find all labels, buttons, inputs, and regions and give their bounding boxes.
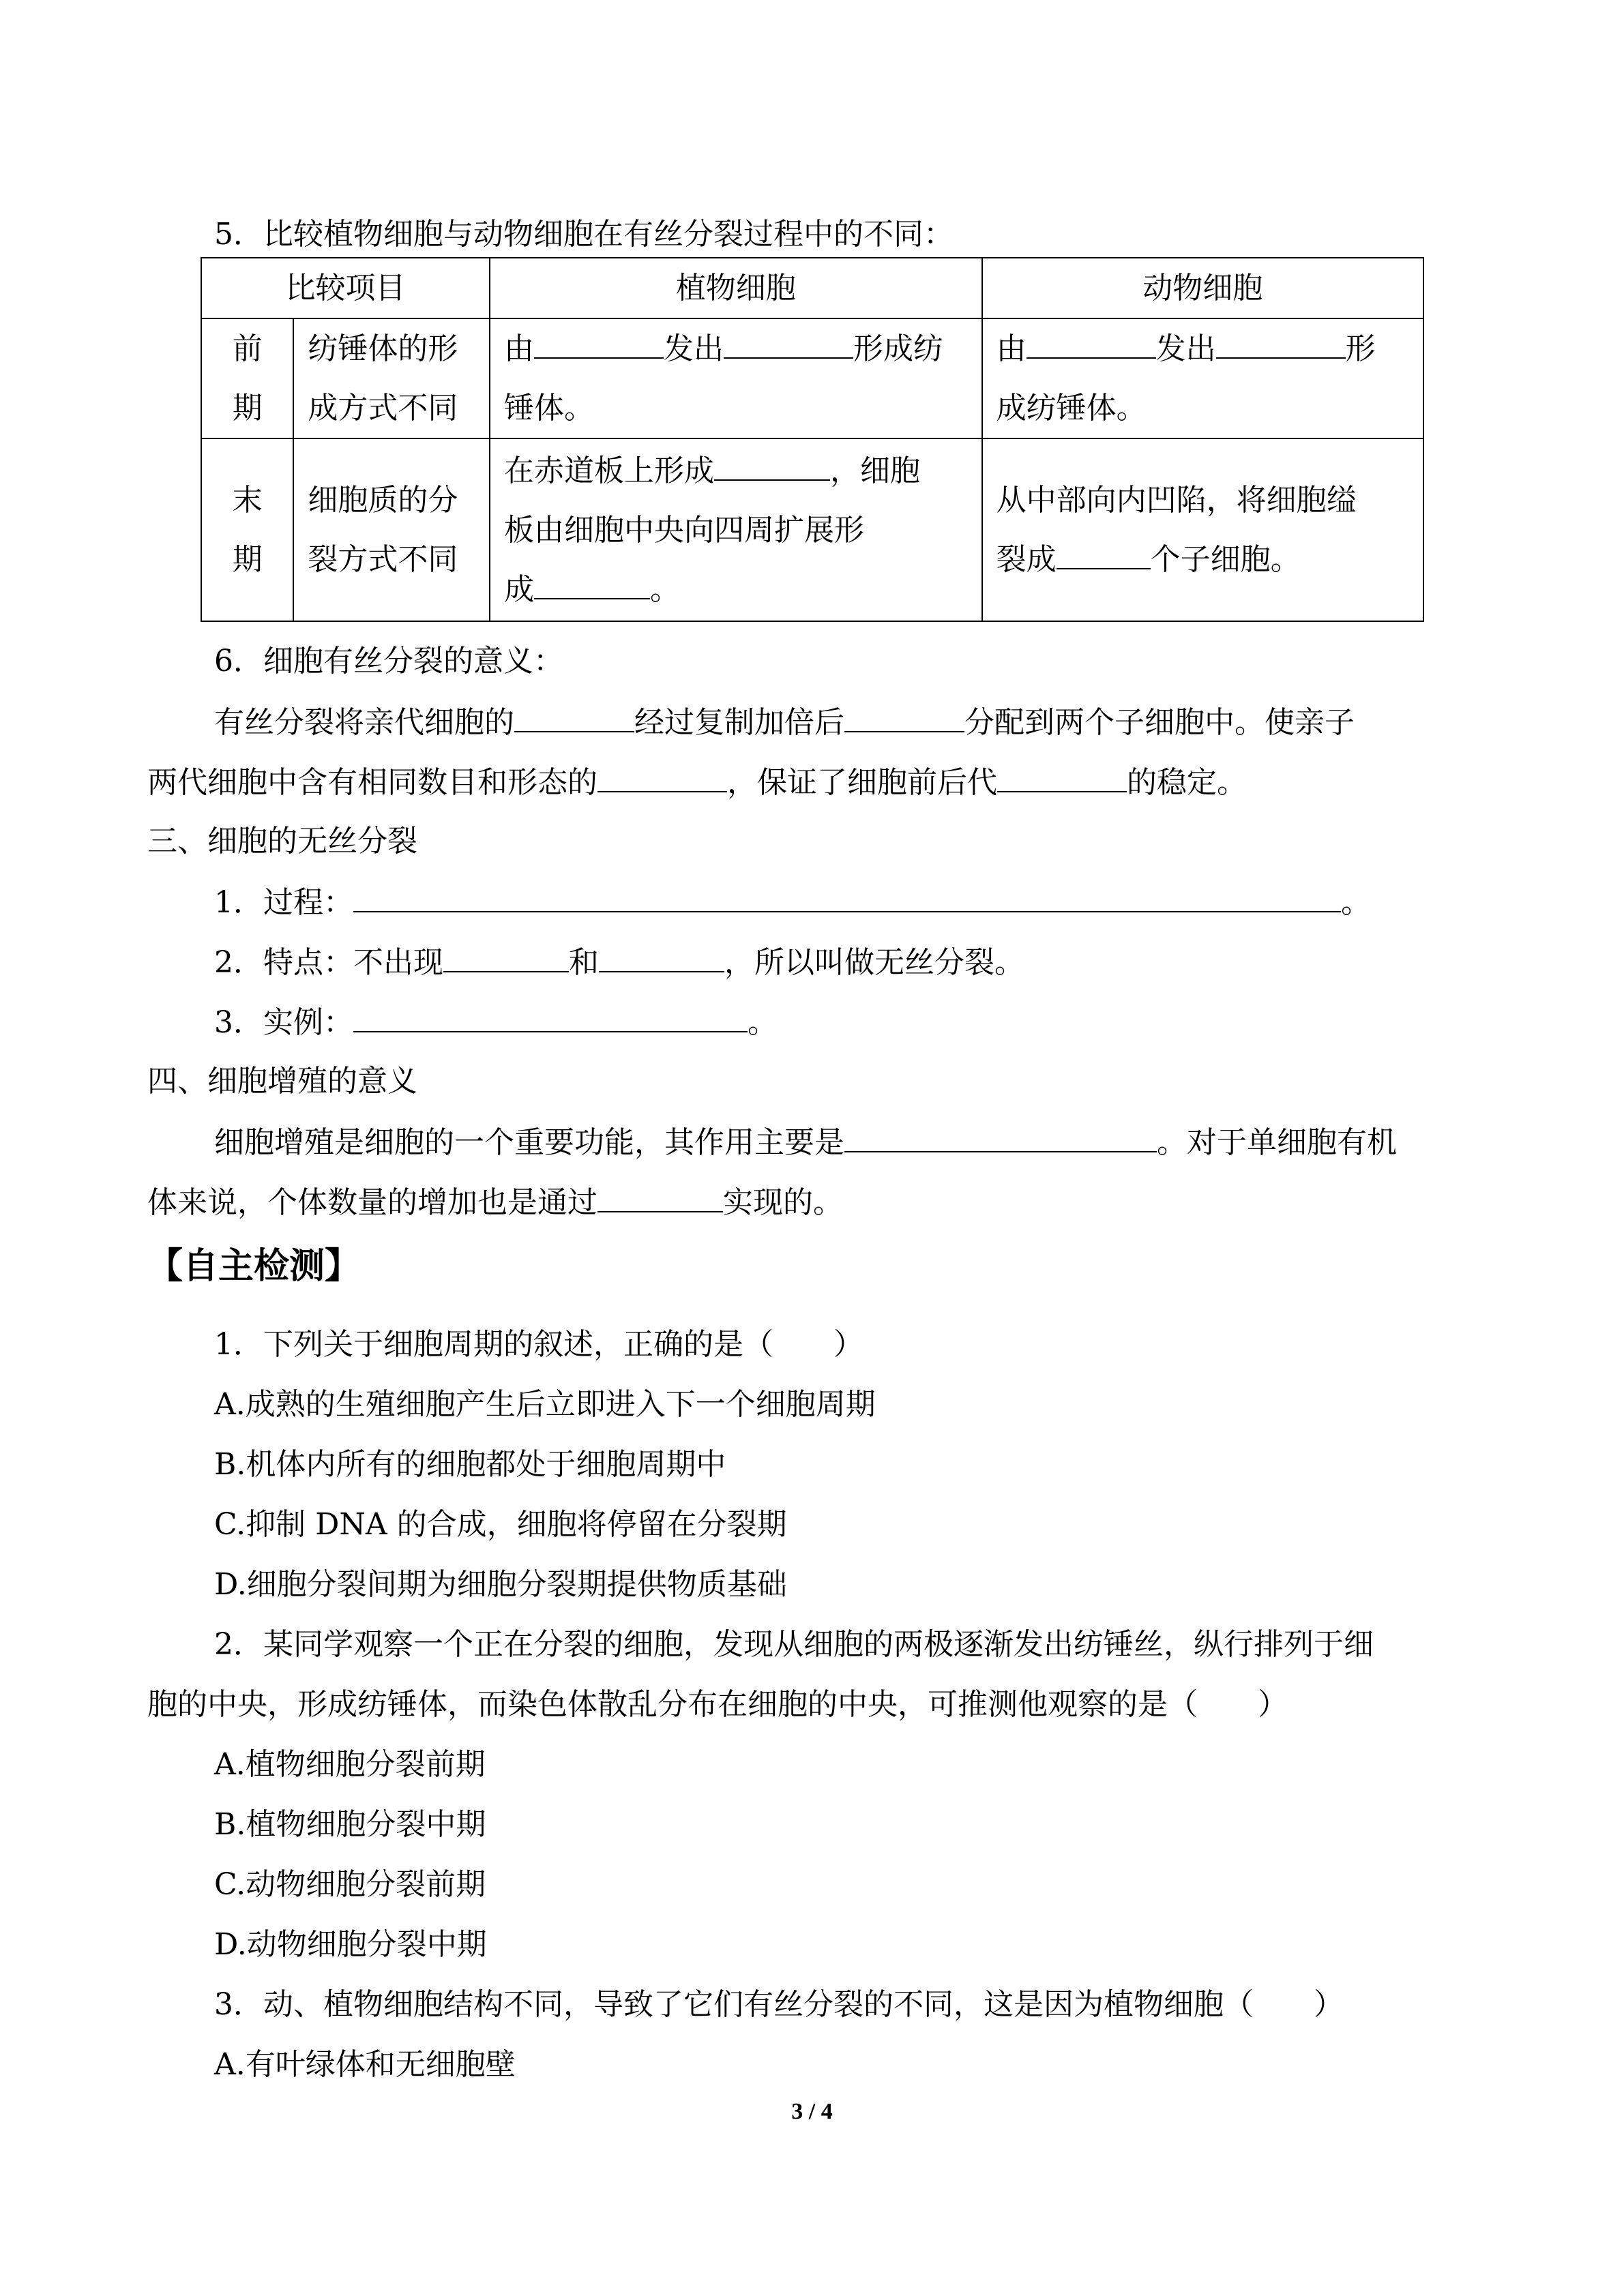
q6-line2: 两代细胞中含有相同数目和形态的 ，保证了细胞前后代 的稳定。 <box>147 765 1247 800</box>
section3-title: 三、细胞的无丝分裂 <box>147 824 417 859</box>
q2-option-c[interactable]: C.动物细胞分裂前期 <box>214 1867 486 1902</box>
answer-blank[interactable] <box>534 330 664 359</box>
q1-stem: 1．下列关于细胞周期的叙述，正确的是（ ） <box>214 1327 863 1362</box>
q5-title: 5．比较植物细胞与动物细胞在有丝分裂过程中的不同： <box>214 217 954 252</box>
q6-line1: 有丝分裂将亲代细胞的 经过复制加倍后 分配到两个子细胞中。使亲子 <box>214 705 1355 740</box>
header-plant: 植物细胞 <box>490 258 982 318</box>
answer-blank[interactable] <box>1027 330 1156 359</box>
q2-option-b[interactable]: B.植物细胞分裂中期 <box>214 1807 486 1842</box>
q1-option-c[interactable]: C.抑制 DNA 的合成，细胞将停留在分裂期 <box>214 1507 787 1542</box>
plant-cell: 在赤道板上形成 ，细胞 板由细胞中央向四周扩展形 成 。 <box>490 438 982 621</box>
table-row <box>201 438 1423 621</box>
answer-blank[interactable] <box>443 944 569 972</box>
phase-cell: 末 期 <box>201 438 293 621</box>
answer-blank[interactable] <box>997 764 1127 792</box>
item-cell: 纺锤体的形 成方式不同 <box>293 318 490 438</box>
s3-feature: 2．特点：不出现 和 ，所以叫做无丝分裂。 <box>214 945 1024 980</box>
plant-cell: 由 发出 形成纺 锤体。 <box>490 318 982 438</box>
animal-cell: 从中部向内凹陷，将细胞缢 裂成 个子细胞。 <box>982 438 1423 621</box>
q3-stem: 3．动、植物细胞结构不同，导致了它们有丝分裂的不同，这是因为植物细胞（ ） <box>214 1987 1344 2022</box>
answer-blank[interactable] <box>534 571 650 599</box>
s4-line1: 细胞增殖是细胞的一个重要功能，其作用主要是 。对于单细胞有机 <box>214 1125 1397 1160</box>
q2-stem-line2: 胞的中央，形成纺锤体，而染色体散乱分布在细胞的中央，可推测他观察的是（ ） <box>147 1687 1288 1722</box>
q6-title: 6．细胞有丝分裂的意义： <box>214 644 563 679</box>
q2-stem-line1: 2．某同学观察一个正在分裂的细胞，发现从细胞的两极逐渐发出纺锤丝，纵行排列于细 <box>214 1627 1374 1662</box>
answer-blank[interactable] <box>1216 330 1346 359</box>
q1-option-a[interactable]: A.成熟的生殖细胞产生后立即进入下一个细胞周期 <box>214 1387 876 1422</box>
answer-blank[interactable] <box>353 884 1341 912</box>
s3-process: 1．过程： 。 <box>214 885 1371 920</box>
answer-blank[interactable] <box>353 1004 748 1032</box>
header-animal: 动物细胞 <box>982 258 1423 318</box>
header-item: 比较项目 <box>201 258 490 318</box>
item-cell: 细胞质的分 裂方式不同 <box>293 438 490 621</box>
answer-blank[interactable] <box>599 944 724 972</box>
answer-blank[interactable] <box>514 704 634 732</box>
phase-cell: 前 期 <box>201 318 293 438</box>
s4-line2: 体来说，个体数量的增加也是通过 实现的。 <box>147 1185 843 1220</box>
q2-option-a[interactable]: A.植物细胞分裂前期 <box>214 1747 486 1782</box>
table-row <box>201 318 1423 438</box>
q1-option-d[interactable]: D.细胞分裂间期为细胞分裂期提供物质基础 <box>214 1567 787 1602</box>
answer-blank[interactable] <box>597 764 727 792</box>
comparison-table <box>201 257 1424 622</box>
answer-blank[interactable] <box>1057 541 1151 569</box>
section4-title: 四、细胞增殖的意义 <box>147 1064 417 1099</box>
page-number: 3 / 4 <box>791 2099 833 2124</box>
answer-blank[interactable] <box>724 330 853 359</box>
self-check-title: 【自主检测】 <box>147 1246 361 1287</box>
q1-option-b[interactable]: B.机体内所有的细胞都处于细胞周期中 <box>214 1447 726 1482</box>
animal-cell: 由 发出 形 成纺锤体。 <box>982 318 1423 438</box>
table-header-row <box>201 258 1423 318</box>
s3-example: 3．实例： 。 <box>214 1005 778 1040</box>
answer-blank[interactable] <box>597 1184 723 1212</box>
answer-blank[interactable] <box>714 452 830 481</box>
q2-option-d[interactable]: D.动物细胞分裂中期 <box>214 1927 487 1962</box>
q3-option-a[interactable]: A.有叶绿体和无细胞壁 <box>214 2047 516 2082</box>
answer-blank[interactable] <box>844 1124 1157 1152</box>
answer-blank[interactable] <box>844 704 964 732</box>
